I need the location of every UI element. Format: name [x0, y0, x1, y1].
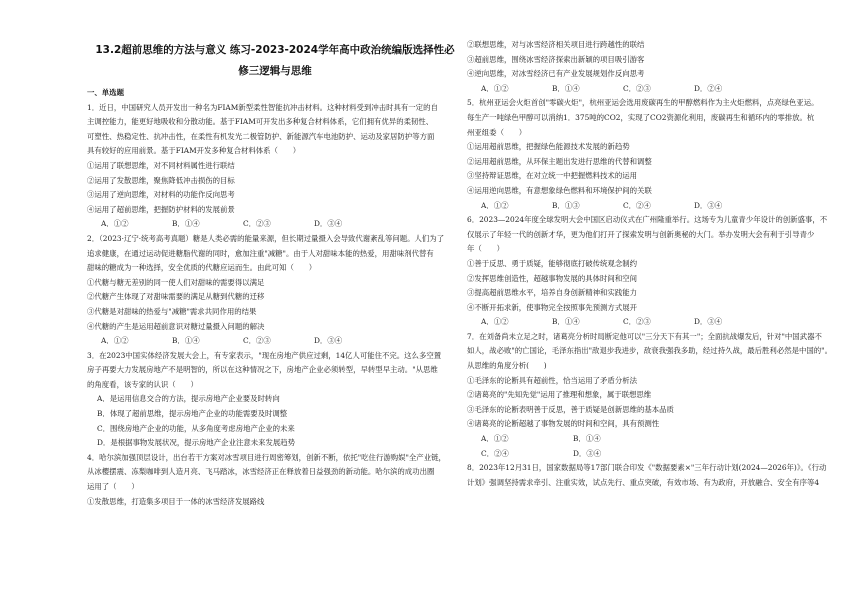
- q1-choice-c[interactable]: C．②③: [243, 219, 271, 229]
- question-1: [87, 101, 465, 232]
- q6-option: ①善于反思、勇于质疑，能够彻底打破传统观念制约: [467, 258, 637, 268]
- q6-choice-b[interactable]: B．①④: [552, 317, 580, 327]
- q2-option: ①代糖与糖无差别的同一使人们对甜味的需要得以满足: [87, 277, 265, 287]
- q7-choices-row-1: [467, 432, 845, 447]
- q5-choice-a[interactable]: A．①②: [481, 200, 509, 210]
- q4-stem-line: 从冰樱摆震、冻梨咖啡到人造月亮、飞马踏冰，冰雪经济正在释放着日益强劲的新动能。哈尔滨的成功出圈: [87, 467, 435, 477]
- q2-choices: [87, 334, 465, 349]
- q4-choice-d[interactable]: D．②④: [694, 83, 723, 93]
- q6-choice-a[interactable]: A．①②: [481, 317, 509, 327]
- q1-choice-b[interactable]: B．①④: [172, 219, 200, 229]
- right-column: [467, 38, 845, 490]
- q5-choice-b[interactable]: B．①③: [552, 200, 580, 210]
- q6-choice-d[interactable]: D．③④: [694, 317, 723, 327]
- q5-option: ④运用逆向思维，有意想象绿色燃料和环境保护间的关联: [467, 185, 652, 195]
- q1-stem-line: 1．近日，中国研究人员开发出一种名为FIAM新型柔性智能抗冲击材料。这种材料受到冲击时具有一定的自: [87, 102, 438, 112]
- q7-choices-row-2: [467, 447, 845, 462]
- q2-choice-a[interactable]: A．①②: [101, 336, 129, 346]
- q5-stem-line: 每生产一吨绿色甲醇可以消纳1．375吨的CO2，实现了CO2资源化利用，废碳再生和循环内的零排放。杭: [467, 112, 815, 122]
- q5-choices: [467, 199, 845, 214]
- q2-choice-c[interactable]: C．②③: [243, 336, 271, 346]
- q4-choices: [467, 82, 845, 97]
- q4-stem-line: 4．哈尔滨加强顶层设计，出台若干方案对冰雪项目进行周密筹划，创新不断，依托"吃住行游购娱"全产业链，: [87, 452, 446, 462]
- q7-stem-line: 如人，战必败"的亡国论，毛泽东指出"敌退步我进步，敌衰我强我多助，经过持久战，最后胜利必然是中国的"。: [467, 346, 832, 356]
- q2-option: ③代糖是对甜味的热爱与"减糖"需求共同作用的结果: [87, 306, 257, 316]
- q4-option: ①发散思维，打造集多项目于一体的冰雪经济发展路线: [87, 496, 265, 506]
- q4-option: ②联想思维，对与冰雪经济相关项目进行跨越性的联结: [467, 40, 645, 49]
- q7-choice-c[interactable]: C．②④: [481, 448, 509, 458]
- q1-option: ①运用了联想思维，对不同材料属性进行联结: [87, 160, 235, 170]
- q7-option: ①毛泽东的论断具有超前性，恰当运用了矛盾分析法: [467, 375, 637, 385]
- q6-option: ②发挥思维创造性，超越事物发展的具体时间和空间: [467, 273, 637, 283]
- q7-stem-line: 7．在刘备尚未立足之时，诸葛亮分析时局断定他可以"三分天下有其一"；全面抗战爆发后，针对"中国武器不: [467, 331, 822, 341]
- q3-stem-line: 房子再要大力发展房地产不是明智的，所以在这种情况之下，房地产企业必须转型，早转型早主动。"从思维: [87, 365, 438, 375]
- q5-choice-c[interactable]: C．②④: [623, 200, 651, 210]
- q2-choice-d[interactable]: D．③④: [314, 336, 343, 346]
- question-6: [467, 213, 845, 330]
- q1-choice-a[interactable]: A．①②: [101, 219, 129, 229]
- q5-option: ①运用超前思维，把握绿色能源技术发展的新趋势: [467, 142, 630, 152]
- q6-stem-line: 6．2023—2024年度全球发明大会中国区启动仪式在广州隆重举行。这场专为儿童青少年设计的创新盛事，不: [467, 215, 828, 225]
- q7-stem-line: 从思维的角度分析( ): [467, 361, 547, 371]
- q6-choice-c[interactable]: C．②③: [623, 317, 651, 327]
- q2-stem-line: 追求健康，在通过运动促进糖脂代谢的同时，愈加注重"减糖"。由于人对甜味本能的热爱，用甜味剂代替有: [87, 248, 434, 258]
- q6-stem-line: 仅展示了年轻一代的创新才华，更为他们打开了探索发明与创新奥秘的大门。举办发明大会有利于引导青少: [467, 229, 815, 239]
- q3-option-d[interactable]: D．是根据事物发展状况，提示房地产企业注意未来发展趋势: [97, 438, 296, 448]
- q4-choice-b[interactable]: B．①④: [552, 83, 580, 93]
- q8-stem-line: 8．2023年12月31日，国家数据局等17部门联合印发《"数据要素×"三年行动计划(2024—2026年)》。《行动: [467, 463, 827, 473]
- q2-choice-b[interactable]: B．①④: [172, 336, 200, 346]
- q1-stem-line: 可塑性、热稳定性、抗冲击性，在柔性有机发光二极管防护、新能源汽车电池防护、运动及家居防护等方面: [87, 131, 435, 141]
- q3-stem-line: 3．在2023中国实体经济发展大会上，有专家表示，"现在房地产供应过剩，14亿人可能住不完。这么多空置: [87, 350, 442, 360]
- question-4: [87, 451, 465, 509]
- q2-option: ④代糖的产生是运用超前意识对糖过量摄入问题的解决: [87, 321, 265, 331]
- q1-choices: [87, 217, 465, 232]
- q7-choice-b[interactable]: B．①④: [573, 434, 601, 444]
- q5-option: ②运用超前思维，从环保主题出发进行思维的代替和调整: [467, 156, 652, 166]
- q4-option: ④逆向思维，对冰雪经济已有产业发展规划作反向思考: [467, 69, 645, 79]
- q7-option: ②诸葛亮的"先知先觉"运用了推理和想象，属于联想思维: [467, 390, 652, 400]
- q4-option: ③超前思维，围绕冰雪经济探索出新颖的项目吸引游客: [467, 54, 645, 64]
- question-2: [87, 232, 465, 349]
- q6-choices: [467, 315, 845, 330]
- q6-option: ④不断开拓求新，使事物完全按照事先预测方式展开: [467, 302, 637, 312]
- q5-option: ③坚持辩证思维，在对立统一中把握燃料技术的运用: [467, 171, 637, 181]
- q8-stem-line: 计划》强调坚持需求牵引、注重实效，试点先行、重点突破，有效市场、有为政府，开放融合、安全有序等4: [467, 477, 820, 487]
- q6-option: ③提高超前思维水平，培养自身创新精神和实践能力: [467, 288, 637, 298]
- q3-stem-line: 的角度看，该专家的认识（ ）: [87, 379, 198, 389]
- question-3: [87, 349, 465, 451]
- q7-choice-d[interactable]: D．③④: [573, 448, 602, 458]
- q4-choice-c[interactable]: C．②③: [623, 83, 651, 93]
- q7-option: ③毛泽东的论断表明善于反思，善于质疑是创新思维的基本品质: [467, 404, 674, 414]
- q3-option-a[interactable]: A．是运用信息交合的方法，提示房地产企业要及时转向: [97, 394, 280, 404]
- left-column: [87, 38, 465, 509]
- q1-stem-line: 具有较好的应用前景。基于FIAM开发多种复合材料体系（ ）: [87, 146, 301, 156]
- question-5: [467, 96, 845, 213]
- q5-choice-d[interactable]: D．③④: [694, 200, 723, 210]
- q3-option-b[interactable]: B．体现了超前思维，提示房地产企业的功能需要及时调整: [97, 409, 288, 419]
- question-7: [467, 330, 845, 461]
- q4-choice-a[interactable]: A．①②: [481, 83, 509, 93]
- q1-option: ②运用了发散思维，聚焦降低冲击损伤的目标: [87, 175, 235, 185]
- q4-stem-line: 运用了（ ）: [87, 482, 139, 492]
- question-8: [467, 461, 845, 490]
- title-line-1: 13.2超前思维的方法与意义 练习-2023-2024学年高中政治统编版选择性必: [95, 44, 455, 56]
- section-heading: 一、单选题: [87, 88, 124, 97]
- q7-choice-a[interactable]: A．①②: [481, 434, 509, 444]
- q3-option-c[interactable]: C．围绕房地产企业的功能，从多角度考虑房地产企业的未来: [97, 423, 295, 433]
- q1-option: ④运用了超前思维，把握防护材料的发展前景: [87, 204, 235, 214]
- title-line-2: 修三逻辑与思维: [238, 65, 312, 77]
- q1-option: ③运用了逆向思维，对材料的功能作反向思考: [87, 190, 235, 200]
- q1-choice-d[interactable]: D．③④: [314, 219, 343, 229]
- q6-stem-line: 年（ ）: [467, 244, 504, 254]
- q5-stem-line: 州亚组委（ ）: [467, 127, 527, 137]
- q5-stem-line: 5．杭州亚运会火炬首创"零碳火炬"，杭州亚运会选用废碳再生的甲醇燃料作为主火炬燃料，点亮绿色亚运。: [467, 98, 819, 108]
- q2-stem-line: 2．（2023·辽宁·统考高考真题）糖是人类必需的能量来源，但长期过量摄入会导致代谢紊乱等问题。人们为了: [87, 233, 445, 243]
- q2-stem-line: 甜味的糖成为一种选择，安全优质的代糖应运而生。由此可知（ ）: [87, 263, 317, 273]
- q1-stem-line: 主调控能力，能更好地吸收和分散动能。基于FIAM可开发出多种复合材料体系，它们拥有优异的柔韧性、: [87, 117, 434, 127]
- q2-option: ②代糖产生体现了对甜味需要的满足从糖到代糖的迁移: [87, 292, 265, 302]
- q7-option: ④诸葛亮的论断超越了事物发展的时间和空间，具有预测性: [467, 419, 660, 429]
